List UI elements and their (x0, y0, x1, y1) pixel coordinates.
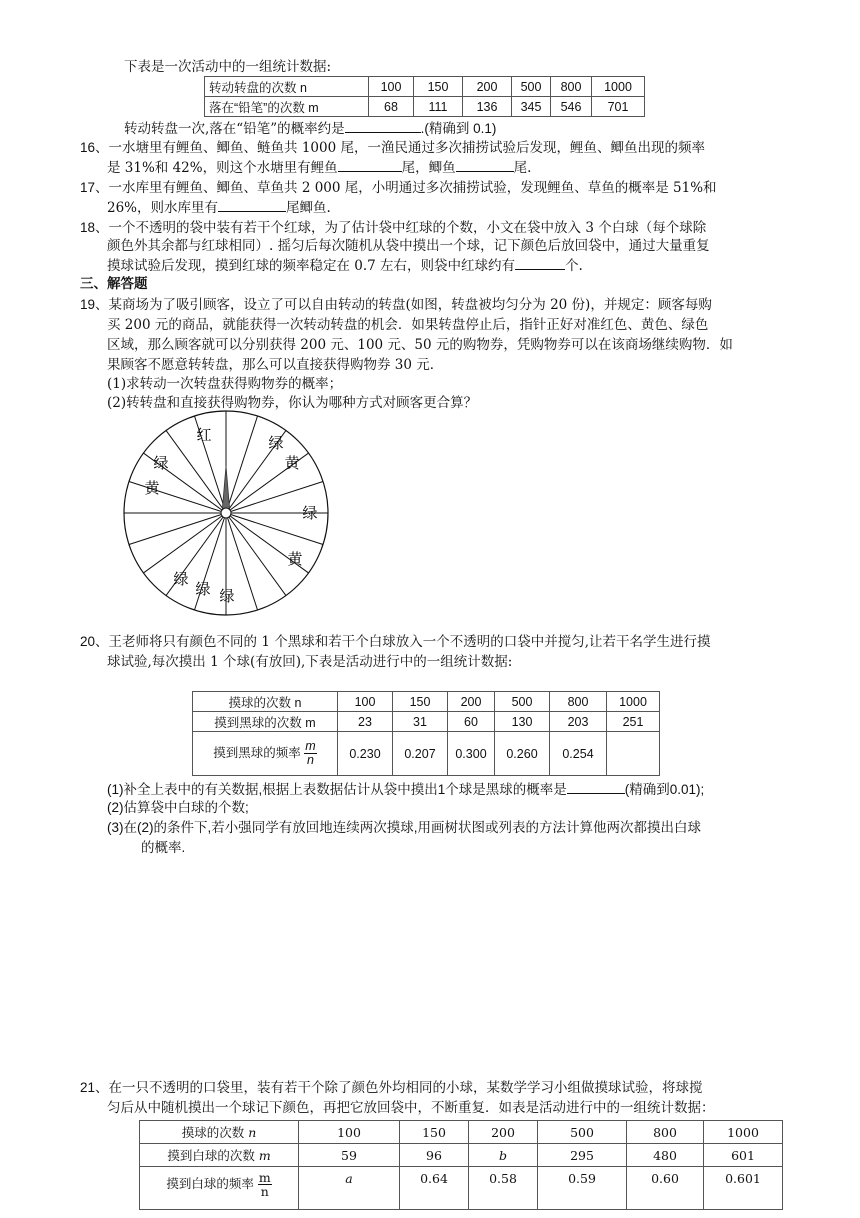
table-cell: 200 (463, 77, 512, 97)
variable: m (258, 1148, 271, 1163)
spinner-label: 黄 (144, 479, 160, 497)
table-black-ball (192, 691, 660, 776)
q21-text: 在一只不透明的口袋里，装有若干个除了颜色外均相同的小球，某数学学习小组做摸球试验，将球搅 (108, 1080, 703, 1096)
table-cell: 0.59 (538, 1167, 627, 1210)
q20-line1 (80, 633, 711, 651)
table-cell: 31 (393, 712, 448, 732)
q20-text: 王老师将只有颜色不同的 1 个黑球和若干个白球放入一个不透明的口袋中并搅匀,让若干名学生进行摸 (108, 634, 711, 650)
table-cell: 546 (551, 97, 592, 117)
table-cell: 落在“铅笔”的次数 m (205, 97, 369, 117)
table-spinner-stats (204, 76, 645, 117)
answer-blank[interactable] (218, 197, 286, 212)
q20-sub3: (3)在(2)的条件下,若小强同学有放回地连续两次摸球,用画树状图或列表的方法计算他两次都摸出白球 (107, 820, 701, 835)
table-cell (140, 1121, 299, 1144)
table-cell: 251 (607, 712, 660, 732)
variable: n (248, 1125, 257, 1140)
q18-text: 个. (565, 258, 583, 274)
table-cell: 96 (400, 1144, 469, 1167)
answer-blank[interactable] (456, 157, 514, 172)
q19-sub1: (1)求转动一次转盘获得购物券的概率； (107, 376, 343, 392)
q17-text: 一水库里有鲤鱼、鲫鱼、草鱼共 2 000 尾，小明通过多次捕捞试验，发现鲤鱼、草鱼的概率是 51%和 (108, 180, 717, 196)
spinner-label: 红 (196, 426, 212, 444)
q20-line2: 球试验,每次摸出 1 个球(有放回),下表是活动进行中的一组统计数据: (107, 654, 513, 670)
table-cell: 800 (550, 692, 607, 712)
question-number: 19、 (80, 297, 109, 312)
q18-line1 (80, 219, 706, 237)
table-cell: 59 (299, 1144, 400, 1167)
table-cell: 500 (538, 1121, 627, 1144)
table-cell: 100 (338, 692, 393, 712)
q20-sub1 (107, 779, 704, 799)
table-cell: 转动转盘的次数 n (205, 77, 369, 97)
row-label: 摸到黑球的频率 (213, 745, 301, 760)
table-row (140, 1121, 783, 1144)
table-cell: 200 (469, 1121, 538, 1144)
q21-line1 (80, 1079, 703, 1097)
q20-text: (精确到0.01); (624, 782, 705, 797)
table-cell: 23 (338, 712, 393, 732)
spinner-label: 绿 (195, 580, 211, 598)
table-cell: 111 (414, 97, 463, 117)
question-number: 16、 (80, 140, 109, 155)
table-cell (193, 732, 338, 776)
intro-text: 下表是一次活动中的一组统计数据: (124, 59, 332, 75)
answer-blank[interactable] (345, 118, 421, 133)
q19-sub2: (2)转转盘和直接获得购物券，你认为哪种方式对顾客更合算？ (107, 395, 478, 411)
table-cell: 150 (414, 77, 463, 97)
q16-text: 尾，鲫鱼 (401, 160, 456, 176)
table-row (140, 1144, 783, 1167)
table-cell: 1000 (704, 1121, 783, 1144)
table-cell: 800 (551, 77, 592, 97)
spinner-label: 绿 (302, 504, 318, 522)
q16-text: 一水塘里有鲤鱼、鲫鱼、鲢鱼共 1000 尾，一渔民通过多次捕捞试验后发现，鲤鱼、鲫鱼出现的频率 (108, 140, 705, 156)
table-cell: 0.601 (704, 1167, 783, 1210)
table-row (205, 97, 645, 117)
q18-line3 (107, 255, 583, 275)
q17-line1 (80, 179, 717, 197)
answer-blank[interactable] (338, 157, 402, 172)
q18-line2: 颜色外其余都与红球相同）. 摇匀后每次随机从袋中摸出一个球，记下颜色后放回袋中，通过大量重复 (107, 238, 710, 254)
section-heading: 三、解答题 (80, 276, 148, 292)
table-cell: 100 (299, 1121, 400, 1144)
table-cell: 摸球的次数 n (193, 692, 338, 712)
question-number: 20、 (80, 634, 109, 649)
spinner-pointer (222, 466, 230, 513)
table-cell: 100 (369, 77, 414, 97)
q18-text: 摸球试验后发现，摸到红球的频率稳定在 0.7 左右，则袋中红球约有 (107, 258, 516, 274)
table-cell: 0.230 (338, 732, 393, 776)
q19-line4: 果顾客不愿意转转盘，那么可以直接获得购物券 30 元． (107, 357, 444, 373)
table-cell: 136 (463, 97, 512, 117)
answer-blank[interactable] (515, 255, 565, 270)
spinner-figure (118, 410, 338, 620)
table-cell: 0.64 (400, 1167, 469, 1210)
table-cell: 150 (393, 692, 448, 712)
q17-text: 26%，则水库里有 (107, 200, 219, 216)
table-row (193, 712, 660, 732)
q20-text: (1)补全上表中的有关数据,根据上表数据估计从袋中摸出1个球是黑球的概率是 (107, 782, 567, 797)
spinner-divider (226, 416, 258, 513)
q16-text: 尾. (513, 160, 532, 176)
q19-line2: 买 200 元的商品，就能获得一次转动转盘的机会．如果转盘停止后，指针正好对准红色、黄色、绿色 (107, 317, 709, 333)
q19-line1 (80, 296, 712, 314)
spinner-label: 黄 (287, 550, 303, 568)
q17-line2 (107, 197, 331, 217)
spinner-label: 绿 (153, 454, 169, 472)
q15-tail (124, 118, 496, 138)
fraction-denominator: n (260, 1184, 269, 1199)
table-cell: 480 (627, 1144, 704, 1167)
table-cell[interactable] (607, 732, 660, 776)
table-cell: 0.260 (495, 732, 550, 776)
question-number: 18、 (80, 220, 109, 235)
table-cell: 68 (369, 97, 414, 117)
table-cell: 500 (495, 692, 550, 712)
fraction (258, 1171, 272, 1198)
spinner-label: 绿 (173, 570, 189, 588)
q17-text: 尾鲫鱼. (286, 200, 331, 216)
table-cell: 701 (592, 97, 645, 117)
fraction-denominator: n (307, 753, 314, 767)
q18-text: 一个不透明的袋中装有若干个红球，为了估计袋中红球的个数，小文在袋中放入 3 个白球（每个球除 (108, 220, 707, 236)
spinner-divider (143, 513, 226, 573)
table-cell: a (299, 1167, 400, 1210)
q21-line2: 匀后从中随机摸出一个球记下颜色，再把它放回袋中，不断重复．如表是活动进行中的一组统计数据： (107, 1100, 715, 1116)
fraction-numerator: m (305, 739, 316, 753)
table-cell: 0.254 (550, 732, 607, 776)
question-number: 21、 (80, 1080, 109, 1095)
table-cell: 601 (704, 1144, 783, 1167)
row-label: 摸球的次数 (181, 1125, 245, 1140)
table-cell: 0.58 (469, 1167, 538, 1210)
table-cell: 0.60 (627, 1167, 704, 1210)
table-cell: 60 (448, 712, 495, 732)
row-label: 摸到白球的频率 (166, 1176, 254, 1191)
table-cell: 295 (538, 1144, 627, 1167)
spinner-label: 绿 (268, 434, 284, 452)
table-cell: 1000 (592, 77, 645, 97)
table-cell: 0.300 (448, 732, 495, 776)
q19-line3: 区域，那么顾客就可以分别获得 200 元、100 元、50 元的购物券，凭购物券可以在该商场继续购物．如 (107, 337, 733, 353)
answer-blank[interactable] (567, 779, 625, 794)
spinner-divider (129, 513, 226, 545)
spinner-label: 黄 (284, 454, 300, 472)
table-row (193, 732, 660, 776)
row-label: 摸到白球的次数 (167, 1148, 255, 1163)
q15-note: .(精确到 0.1) (420, 121, 497, 136)
table-cell: 130 (495, 712, 550, 732)
table-cell: 500 (512, 77, 551, 97)
table-cell: 345 (512, 97, 551, 117)
table-cell: 1000 (607, 692, 660, 712)
fraction-numerator: m (258, 1170, 271, 1185)
table-white-ball (139, 1120, 783, 1210)
table-row (140, 1167, 783, 1210)
table-cell: 摸到黑球的次数 m (193, 712, 338, 732)
table-row (193, 692, 660, 712)
spinner-label: 绿 (219, 587, 235, 605)
q15-text: 转动转盘一次,落在“铅笔”的概率约是 (124, 121, 345, 137)
q20-sub3-cont: 的概率. (141, 840, 186, 855)
q19-text: 某商场为了吸引顾客，设立了可以自由转动的转盘(如图，转盘被均匀分为 20 份)，并规定：顾客每购 (108, 297, 712, 313)
table-cell: b (469, 1144, 538, 1167)
table-cell: 200 (448, 692, 495, 712)
table-cell (140, 1167, 299, 1210)
table-cell (140, 1144, 299, 1167)
table-cell: 800 (627, 1121, 704, 1144)
spinner-divider (226, 513, 286, 596)
table-cell: 203 (550, 712, 607, 732)
q16-line1 (80, 139, 705, 157)
table-row (205, 77, 645, 97)
q16-line2 (107, 157, 531, 177)
table-cell: 0.207 (393, 732, 448, 776)
question-number: 17、 (80, 180, 109, 195)
table-cell: 150 (400, 1121, 469, 1144)
q16-text: 是 31%和 42%，则这个水塘里有鲤鱼 (107, 160, 338, 176)
q20-sub2: (2)估算袋中白球的个数; (107, 800, 249, 815)
spinner-hub (221, 508, 231, 518)
fraction (304, 740, 316, 767)
